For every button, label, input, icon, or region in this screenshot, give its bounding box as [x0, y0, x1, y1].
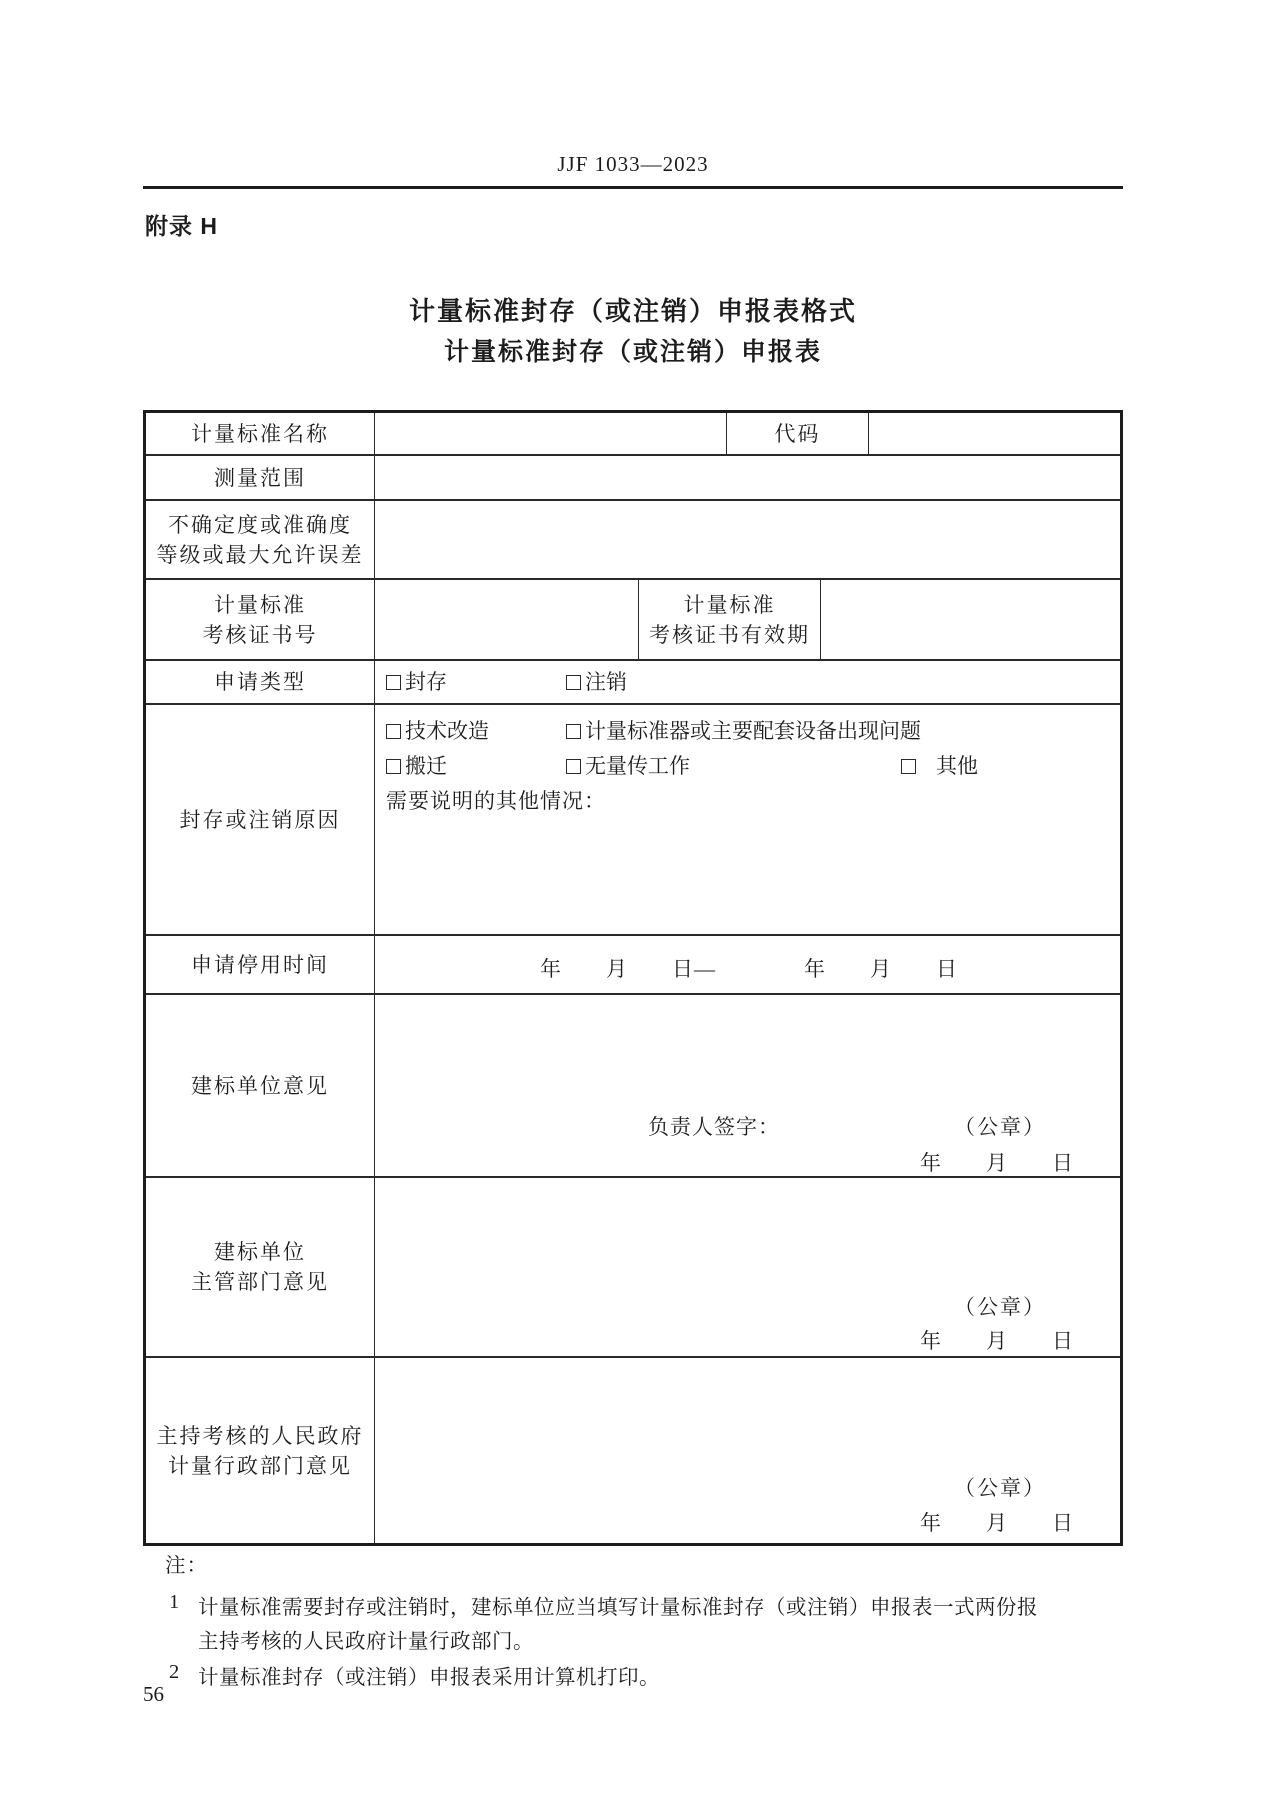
- option-no-traceability-label: 无量传工作: [585, 754, 690, 778]
- dept-opinion-seal-label: （公章）: [954, 1295, 1046, 1319]
- uncertainty-label: [146, 501, 375, 578]
- dept-opinion-field: [375, 1178, 1120, 1356]
- certificate-number-label: [146, 580, 375, 659]
- option-tech-upgrade: [386, 714, 566, 749]
- standard-number-header: JJF 1033—2023: [557, 152, 709, 176]
- note-1-line2: 主持考核的人民政府计量行政部门。: [198, 1631, 534, 1653]
- certificate-validity-label-line2: 考核证书有效期: [649, 622, 810, 647]
- option-relocation-label: 搬迁: [405, 754, 447, 778]
- certificate-number-label-line1: 计量标准: [214, 592, 306, 617]
- row-uncertainty: [146, 501, 1120, 580]
- checkbox-seal-icon: [386, 675, 401, 690]
- gov-opinion-date-line: 年 月 日: [920, 1511, 1074, 1535]
- checkbox-equipment-problem-icon: [566, 724, 581, 739]
- row-standard-name: [146, 413, 1120, 456]
- checkbox-no-traceability-icon: [566, 759, 581, 774]
- note-2-text: [198, 1661, 1123, 1695]
- option-seal: [386, 665, 566, 700]
- dept-opinion-label: [146, 1178, 375, 1356]
- reason-options-line1: [375, 714, 1120, 749]
- application-type-label: 申请类型: [146, 661, 375, 703]
- row-gov-opinion: [146, 1358, 1120, 1543]
- option-no-traceability: [566, 749, 901, 784]
- checkbox-cancel-icon: [566, 675, 581, 690]
- checkbox-relocation-icon: [386, 759, 401, 774]
- uncertainty-field: [375, 501, 1120, 578]
- header-rule: [143, 186, 1123, 189]
- option-other: [901, 749, 978, 784]
- option-cancel-label: 注销: [585, 669, 627, 694]
- option-seal-label: 封存: [405, 669, 447, 694]
- note-2-number: 2: [169, 1661, 180, 1683]
- gov-opinion-seal-label: （公章）: [954, 1476, 1046, 1500]
- uncertainty-label-line2: 等级或最大允许误差: [156, 542, 364, 567]
- note-1-line1: 计量标准需要封存或注销时，建标单位应当填写计量标准封存（或注销）申报表一式两份报: [198, 1597, 1038, 1619]
- gov-opinion-label: [146, 1358, 375, 1543]
- page-number: 56: [143, 1682, 164, 1706]
- reason-options-line2: [375, 749, 1120, 784]
- unit-opinion-label: 建标单位意见: [146, 995, 375, 1176]
- row-application-type: [146, 661, 1120, 705]
- notes-heading: 注：: [165, 1555, 208, 1577]
- reason-options: [375, 705, 1120, 934]
- option-cancel: [566, 665, 627, 700]
- checkbox-other-icon: [901, 759, 916, 774]
- declaration-form-table: [143, 410, 1123, 1546]
- row-dept-opinion: [146, 1178, 1120, 1358]
- row-stop-time: [146, 936, 1120, 995]
- note-1-text: [198, 1591, 1123, 1659]
- certificate-number-field: [375, 580, 639, 659]
- standard-name-label: 计量标准名称: [146, 413, 375, 454]
- form-title: 计量标准封存（或注销）申报表: [443, 338, 822, 366]
- measurement-range-label: 测量范围: [146, 456, 375, 499]
- certificate-validity-label-line1: 计量标准: [683, 592, 776, 617]
- reason-label: 封存或注销原因: [146, 705, 375, 934]
- stop-time-label: 申请停用时间: [146, 936, 375, 993]
- dept-opinion-date-line: 年 月 日: [920, 1329, 1074, 1353]
- dept-opinion-label-line1: 建标单位: [214, 1240, 306, 1264]
- certificate-validity-field: [821, 580, 1120, 659]
- option-relocation: [386, 749, 566, 784]
- code-label: 代码: [727, 413, 869, 454]
- certificate-validity-label: [639, 580, 821, 659]
- footnotes: [165, 1548, 1123, 1697]
- row-measurement-range: [146, 456, 1120, 501]
- standard-name-field: [375, 413, 727, 454]
- gov-opinion-field: [375, 1358, 1120, 1543]
- row-reason: [146, 705, 1120, 936]
- unit-opinion-seal-label: （公章）: [954, 1115, 1046, 1139]
- appendix-heading: 附录 H: [145, 213, 218, 239]
- dept-opinion-label-line2: 主管部门意见: [191, 1270, 329, 1294]
- unit-opinion-field: [375, 995, 1120, 1176]
- code-field: [869, 413, 1120, 454]
- application-type-options: [375, 661, 1120, 703]
- option-tech-upgrade-label: 技术改造: [405, 719, 489, 743]
- unit-opinion-date-line: 年 月 日: [920, 1151, 1074, 1175]
- gov-opinion-label-line1: 主持考核的人民政府: [156, 1423, 364, 1448]
- note-1-number: 1: [169, 1591, 180, 1613]
- stop-time-field: 年 月 日— 年 月 日: [540, 957, 958, 981]
- note-item-2: [165, 1661, 1123, 1695]
- option-equipment-problem-label: 计量标准器或主要配套设备出现问题: [585, 719, 921, 743]
- row-certificate: [146, 580, 1120, 661]
- other-situation-label: 需要说明的其他情况：: [386, 789, 606, 813]
- row-unit-opinion: [146, 995, 1120, 1178]
- gov-opinion-label-line2: 计量行政部门意见: [168, 1453, 352, 1478]
- measurement-range-field: [375, 456, 1120, 499]
- checkbox-tech-upgrade-icon: [386, 724, 401, 739]
- responsible-signature-label: 负责人签字：: [648, 1115, 780, 1139]
- option-other-label: 其他: [936, 754, 978, 778]
- uncertainty-label-line1: 不确定度或准确度: [168, 512, 352, 537]
- certificate-number-label-line2: 考核证书号: [202, 622, 318, 647]
- note-2-line1: 计量标准封存（或注销）申报表采用计算机打印。: [198, 1667, 660, 1689]
- option-equipment-problem: [566, 714, 921, 749]
- note-item-1: [165, 1591, 1123, 1659]
- form-format-title: 计量标准封存（或注销）申报表格式: [408, 296, 857, 326]
